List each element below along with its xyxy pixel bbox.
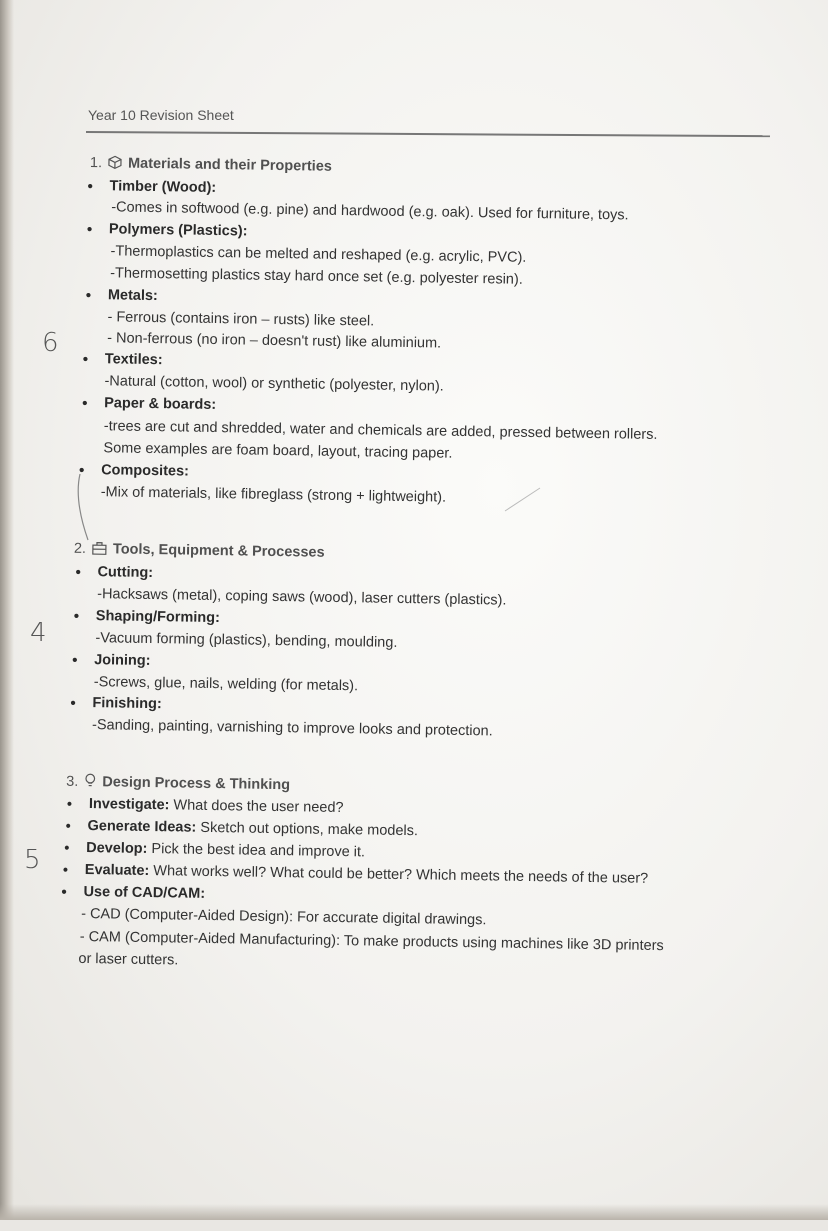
- list-item-text: -Thermoplastics can be melted and reshaped (e.g. acrylic, PVC).: [110, 243, 527, 266]
- list-item-text: -Thermosetting plastics stay hard once set (e.g. polyester resin).: [110, 265, 523, 288]
- page-header-title: Year 10 Revision Sheet: [88, 107, 234, 123]
- list-item-text: -Hacksaws (metal), coping saws (wood), laser cutters (plastics).: [97, 586, 507, 609]
- list-item-text: -Comes in softwood (e.g. pine) and hardwood (e.g. oak). Used for furniture, toys.: [111, 199, 629, 224]
- list-item-text: -trees are cut and shredded, water and chemicals are added, pressed between rollers.: [103, 418, 658, 443]
- list-item-text: -Natural (cotton, wool) or synthetic (polyester, nylon).: [104, 373, 444, 395]
- list-item-term: • Cutting:: [97, 564, 153, 581]
- section-number: 1.: [89, 155, 103, 172]
- section-title: Materials and their Properties: [127, 155, 333, 175]
- section-number: 2.: [73, 540, 87, 557]
- section-heading-materials: [90, 155, 332, 177]
- list-item-term: • Textiles:: [105, 351, 163, 368]
- list-item-term: • Use of CAD/CAM:: [83, 884, 205, 902]
- list-item-text: or laser cutters.: [78, 950, 179, 969]
- list-item-text: - CAM (Computer-Aided Manufacturing): To make products using machines like 3D printers: [79, 928, 664, 955]
- list-item-text: What does the user need?: [173, 797, 344, 817]
- list-item-term: Generate Ideas:: [87, 818, 197, 836]
- lightbulb-icon: [84, 773, 96, 792]
- list-item-term: • Paper & boards:: [104, 395, 216, 413]
- toolbox-icon: [92, 541, 107, 559]
- section-heading-design: [66, 773, 290, 796]
- list-item-term: Evaluate:: [84, 862, 150, 880]
- list-item-text: Sketch out options, make models.: [200, 819, 419, 840]
- list-item: [86, 840, 365, 860]
- margin-mark: 5: [24, 845, 41, 875]
- list-item-text: Pick the best idea and improve it.: [151, 841, 366, 861]
- list-item-text: What works well? What could be better? Which meets the needs of the user?: [153, 863, 649, 887]
- section-title: Design Process & Thinking: [102, 774, 291, 794]
- list-item-term: • Finishing:: [92, 695, 162, 712]
- list-item: [89, 796, 344, 816]
- list-item-term: Develop:: [86, 840, 148, 857]
- list-item-term: • Metals:: [108, 287, 158, 304]
- list-item-text: Some examples are foam board, layout, tracing paper.: [103, 440, 453, 462]
- list-item-text: -Vacuum forming (plastics), bending, moulding.: [95, 630, 398, 651]
- cube-icon: [108, 155, 122, 173]
- list-item-text: - CAD (Computer-Aided Design): For accurate digital drawings.: [81, 905, 487, 929]
- list-item-text: -Mix of materials, like fibreglass (strong + lightweight).: [100, 484, 447, 506]
- list-item-term: • Timber (Wood):: [109, 178, 216, 196]
- margin-mark: 6: [42, 328, 59, 358]
- list-item-term: • Composites:: [101, 462, 189, 479]
- list-item: [85, 862, 649, 887]
- section-number: 3.: [66, 773, 79, 790]
- section-heading-tools: [74, 541, 325, 563]
- section-title: Tools, Equipment & Processes: [112, 541, 325, 561]
- list-item-text: -Screws, glue, nails, welding (for metals).: [93, 674, 359, 695]
- list-item-text: - Non-ferrous (no iron – doesn't rust) like aluminium.: [107, 330, 442, 352]
- list-item-term: Investigate:: [88, 796, 170, 814]
- list-item: [87, 818, 418, 839]
- list-item-term: • Shaping/Forming:: [96, 608, 220, 626]
- list-item-term: • Joining:: [94, 652, 151, 669]
- list-item-text: -Sanding, painting, varnishing to improve looks and protection.: [91, 717, 493, 740]
- list-item-term: • Polymers (Plastics):: [109, 221, 248, 239]
- margin-mark: 4: [30, 618, 47, 648]
- list-item-text: - Ferrous (contains iron – rusts) like steel.: [107, 309, 375, 330]
